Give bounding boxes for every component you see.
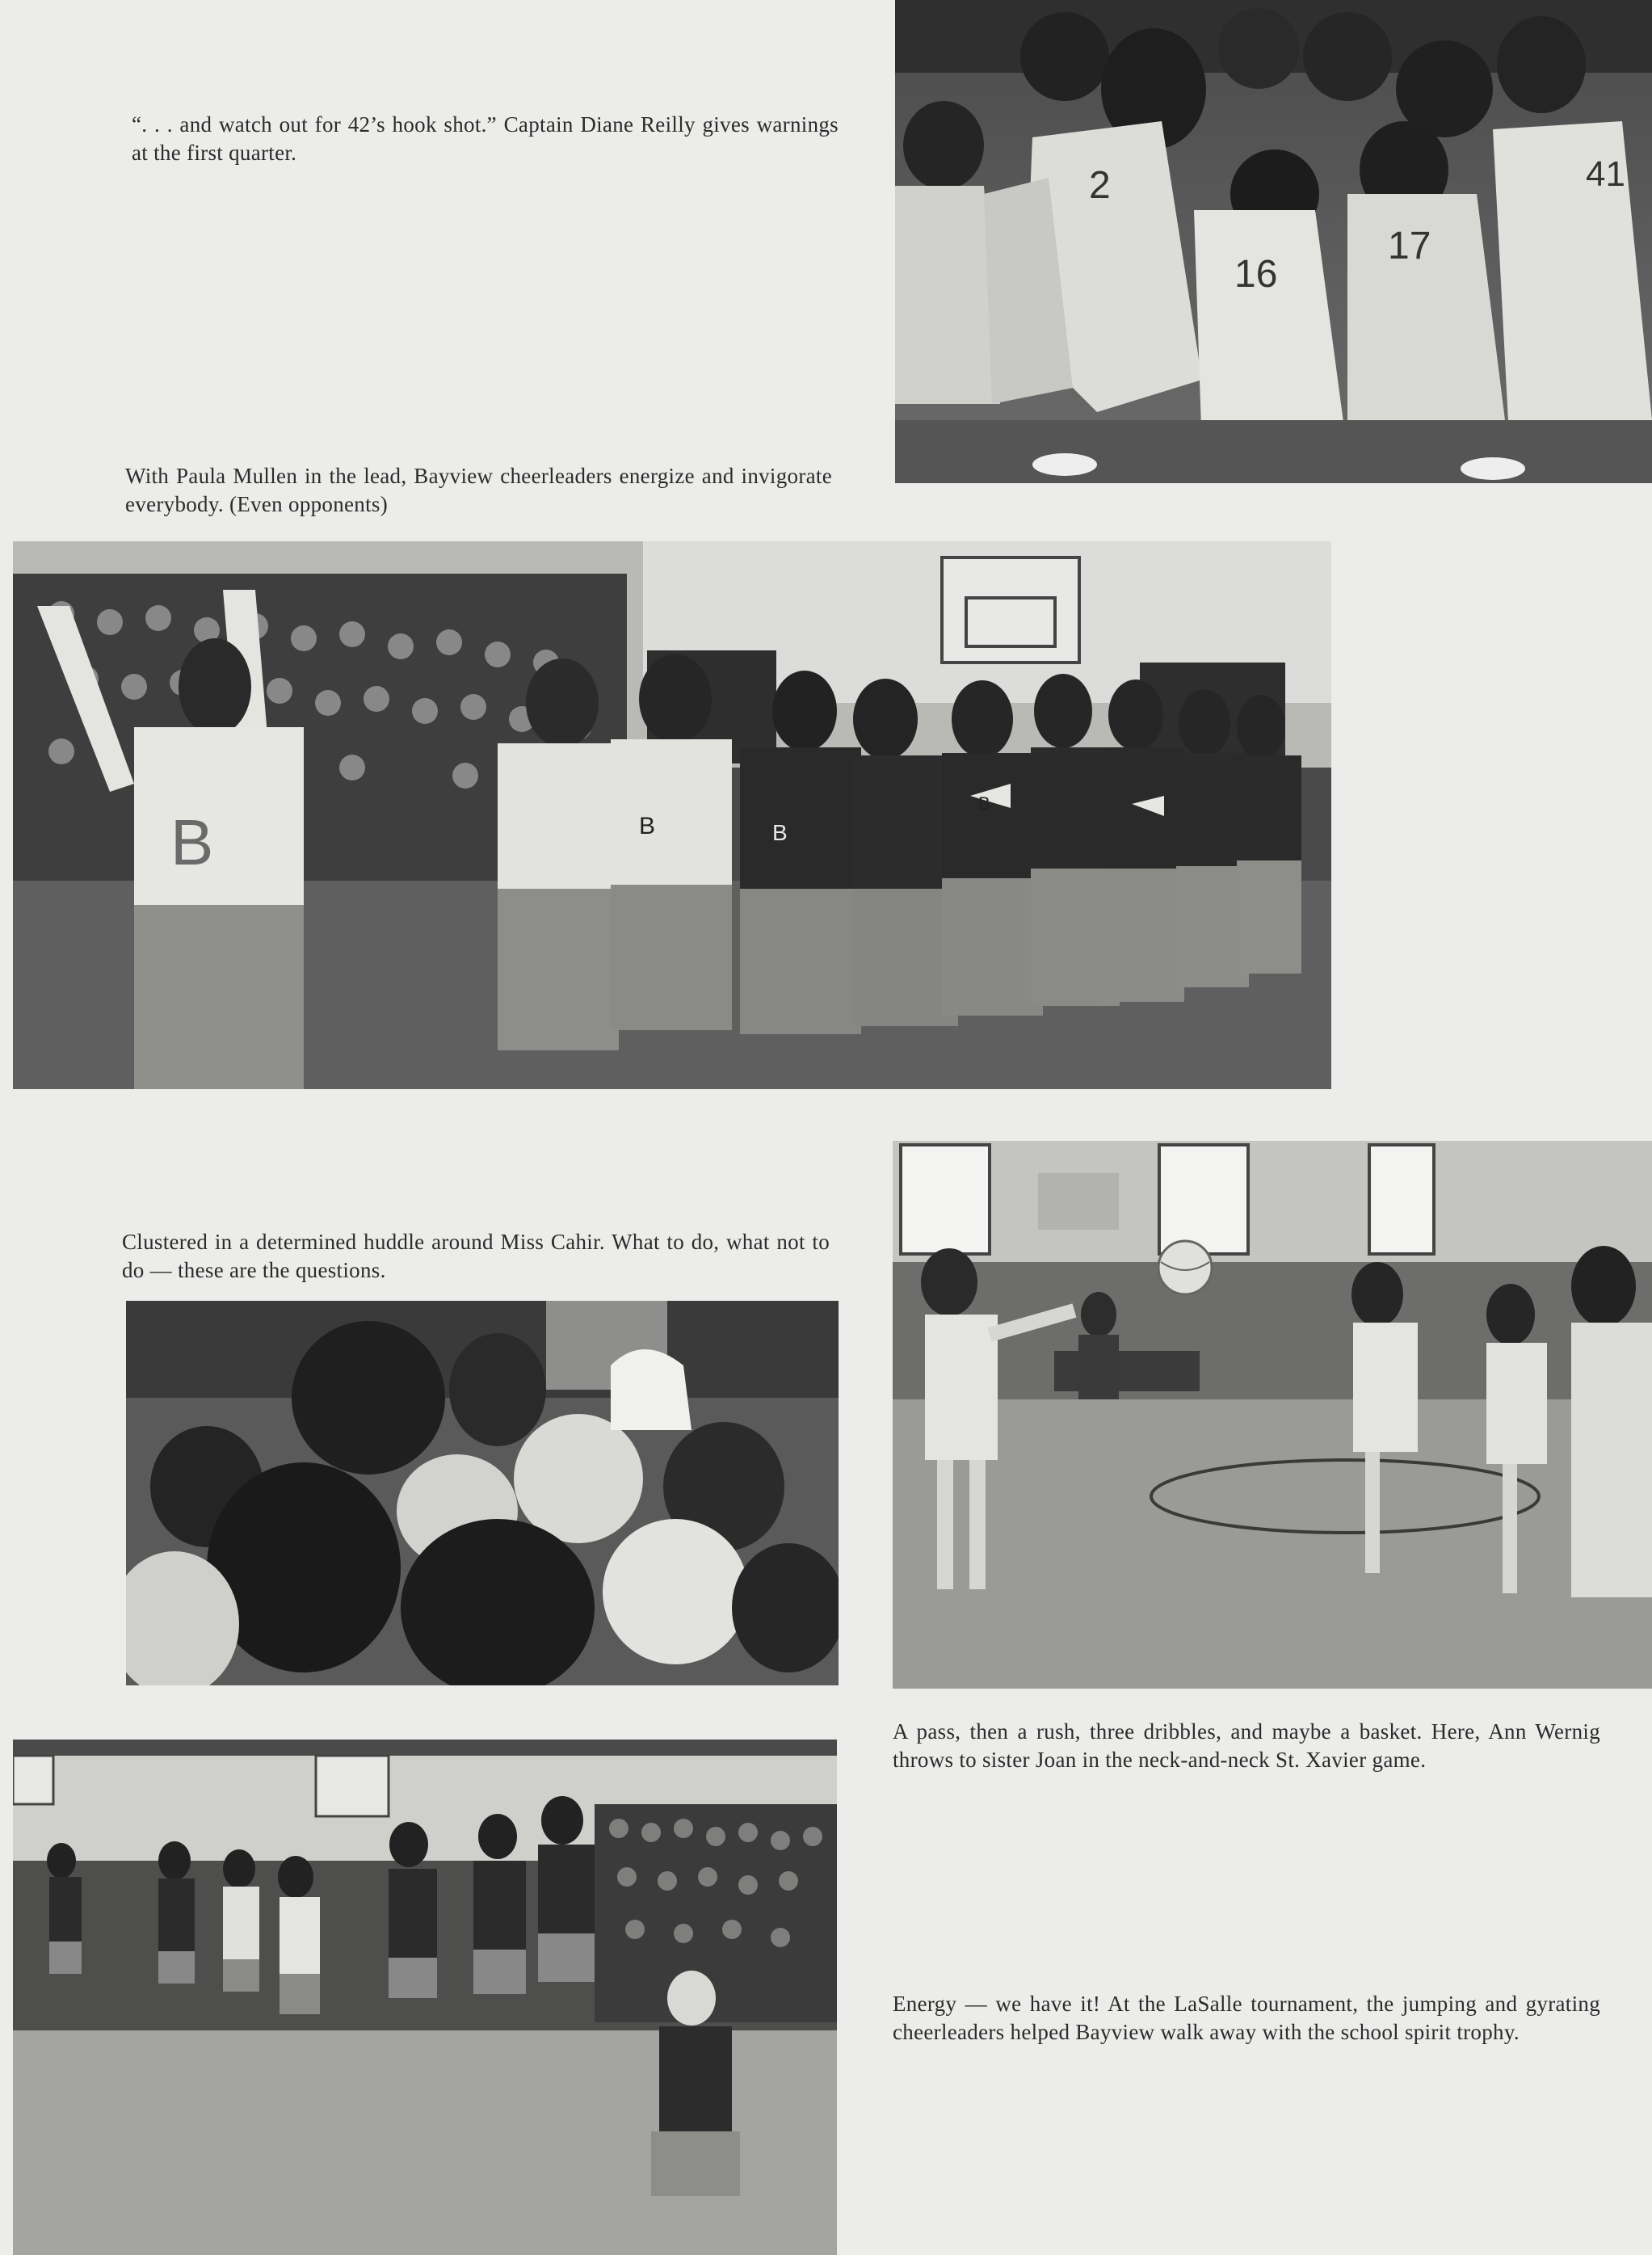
caption-pass: A pass, then a rush, three dribbles, and maybe a basket. Here, Ann Wernig throws to sister Joan in the neck-and-neck St. Xavier game. [893, 1719, 1600, 1772]
sweater-letter: B [772, 820, 788, 845]
sweater-letter: B [978, 793, 990, 814]
photo-jumping-cheerleaders [13, 1740, 837, 2255]
sweater-letter: B [170, 806, 214, 878]
caption-cluster: Clustered in a determined huddle around Miss Cahir. What to do, what not to do — these are the questions. [122, 1230, 830, 1282]
photo-game-pass [893, 1141, 1652, 1689]
caption-cheer-lead: With Paula Mullen in the lead, Bayview cheerleaders energize and invigorate everybody. (Even opponents) [125, 464, 832, 516]
caption-huddle-warning: “. . . and watch out for 42’s hook shot.” Captain Diane Reilly gives warnings at the first quarter. [132, 112, 839, 165]
photo-cluster-huddle [126, 1301, 839, 1685]
jersey-number: 2 [1089, 164, 1111, 207]
photo-cheerleader-line [13, 541, 1331, 1089]
photo-team-huddle [895, 0, 1652, 483]
jersey-number: 17 [1388, 225, 1431, 267]
jersey-number: 16 [1234, 253, 1278, 296]
caption-energy: Energy — we have it! At the LaSalle tournament, the jumping and gyrating cheerleaders helped Bayview walk away with the school spirit trophy. [893, 1992, 1600, 2044]
sweater-letter: B [639, 813, 656, 839]
jersey-number: 41 [1586, 154, 1625, 194]
